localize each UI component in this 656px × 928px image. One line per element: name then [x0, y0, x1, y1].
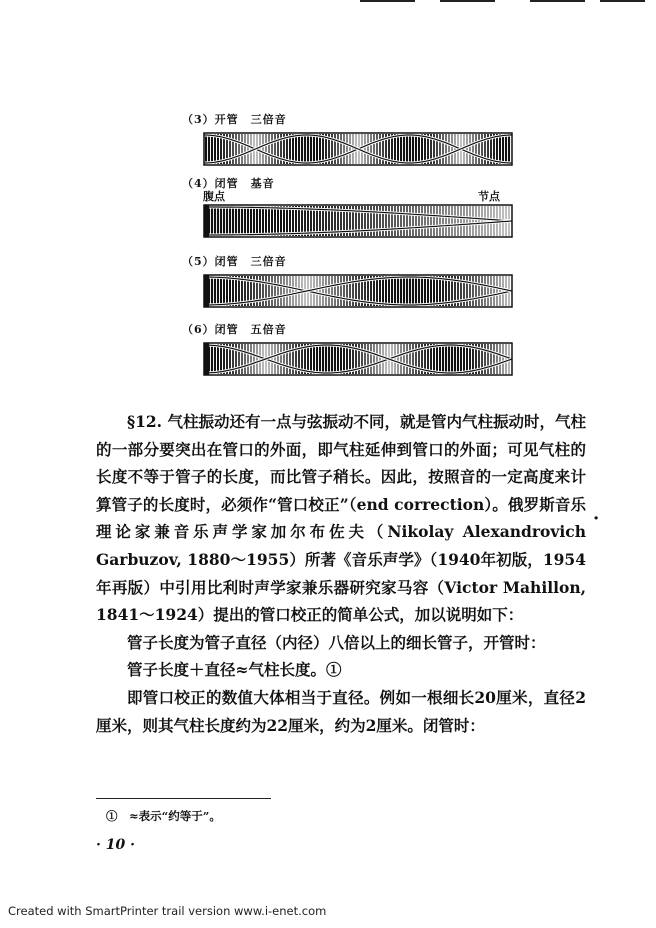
figure-6-tube: [203, 341, 515, 377]
footnote-rule: [96, 798, 271, 799]
top-rule-1: [360, 0, 415, 2]
paragraph-condition: 管子长度为管子直径（内径）八倍以上的细长管子，开管时：: [127, 632, 546, 652]
closed-end: [204, 205, 209, 237]
top-rule-4: [600, 0, 645, 2]
figure-5-tube: [203, 273, 515, 309]
figure-5-label: （5）闭管 三倍音: [182, 255, 287, 268]
figure-3-label: （3）开管 三倍音: [182, 113, 287, 126]
figure-4-label: （4）闭管 基音: [182, 177, 275, 190]
figure-6-label: （6）闭管 五倍音: [182, 323, 287, 336]
node-label: 节点: [478, 190, 500, 203]
formula-line: 管子长度＋直径≈气柱长度。①: [127, 660, 342, 680]
envelope-curve: [204, 135, 512, 163]
page-number: · 10 ·: [96, 837, 135, 853]
figure-4-tube: [203, 203, 515, 239]
watermark: Created with SmartPrinter trail version www.i-enet.com: [8, 904, 327, 918]
top-rule-3: [530, 0, 585, 2]
paragraph-example: 即管口校正的数值大体相当于直径。例如一根细长20厘米，直径2厘米，则其气柱长度约为22厘米，约为2厘米。闭管时：: [96, 687, 586, 735]
paragraph-12: §12. 气柱振动还有一点与弦振动不同，就是管内气柱振动时，气柱的一部分要突出在管口的外面，即气柱延伸到管口的外面；可见气柱的长度不等于管子的长度，而比管子稍长。因此，按照音的一定高度来计算管子的长度时，必须作“管口校正”（end correction）。俄罗斯音乐理论家兼音乐声学家加尔布佐夫（Nikolay Alexandrovich Garbuzov, 1880～1955）所著《音乐声学》（1940年初版，1954年再版）中引用比利时声学家兼乐器研究家马容（Victor Mahillon, 1841～1924）提出的管口校正的简单公式，加以说明如下：: [96, 412, 586, 625]
closed-end: [204, 275, 209, 307]
stray-mark: ·: [593, 508, 600, 529]
antinode-label: 腹点: [203, 190, 225, 203]
closed-end: [204, 343, 209, 375]
footnote: ① ≈表示“约等于”。: [106, 809, 221, 823]
body-text: [96, 408, 586, 739]
figure-3-tube: [203, 131, 515, 167]
top-rule-2: [440, 0, 495, 2]
